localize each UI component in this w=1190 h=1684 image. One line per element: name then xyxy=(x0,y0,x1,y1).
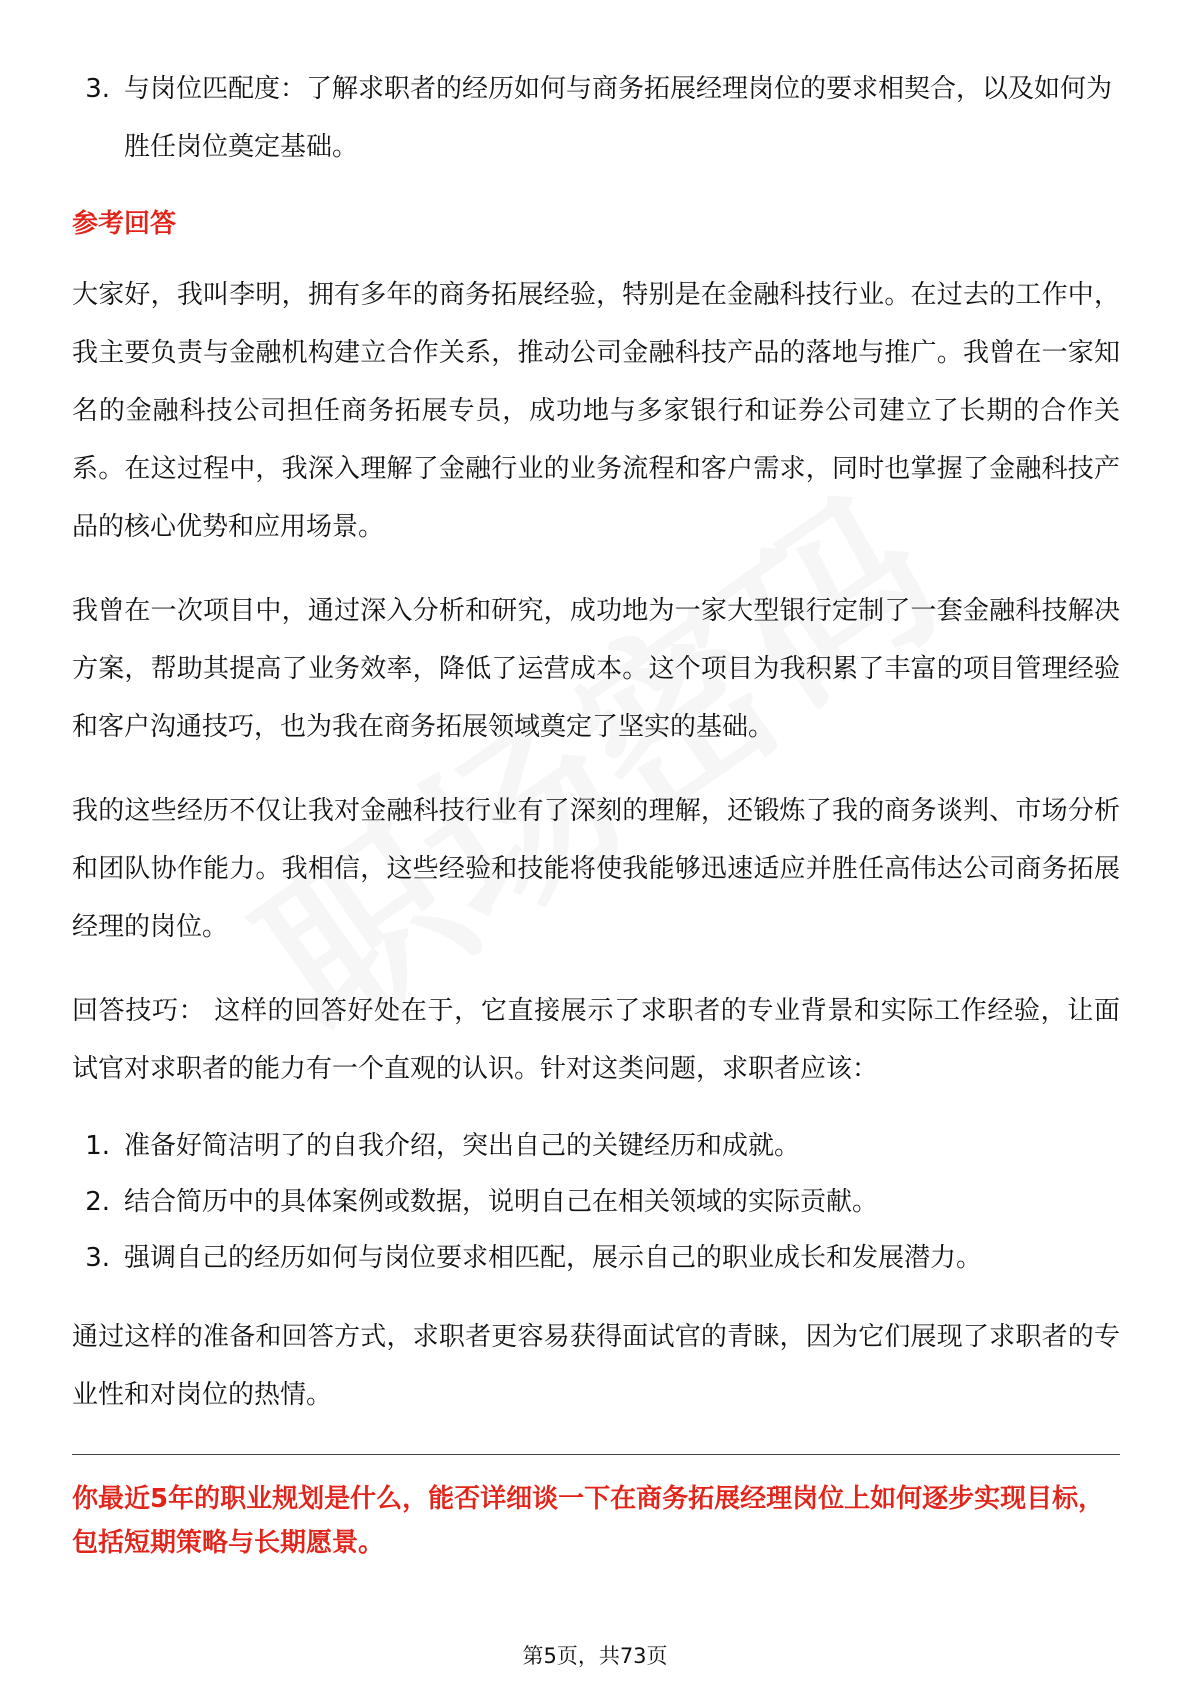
list-text: 结合简历中的具体案例或数据，说明自己在相关领域的实际贡献。 xyxy=(124,1187,879,1217)
list-number: 2. xyxy=(85,1187,110,1217)
list-item xyxy=(72,60,1120,176)
list-number: 1. xyxy=(85,1131,110,1161)
answer-paragraph: 我的这些经历不仅让我对金融科技行业有了深刻的理解，还锻炼了我的商务谈判、市场分析和团队协作能力。我相信，这些经验和技能将使我能够迅速适应并胜任高伟达公司商务拓展经理的岗位。 xyxy=(72,796,1120,942)
list-item xyxy=(72,1174,1120,1230)
list-text: 强调自己的经历如何与岗位要求相匹配，展示自己的职业成长和发展潜力。 xyxy=(124,1243,983,1273)
list-number: 3. xyxy=(85,1243,110,1273)
list-item xyxy=(72,1230,1120,1286)
divider xyxy=(72,1454,1120,1455)
section-heading: 参考回答 xyxy=(72,209,177,239)
page-footer: 第5页，共73页 xyxy=(522,1644,668,1668)
answer-paragraph: 我曾在一次项目中，通过深入分析和研究，成功地为一家大型银行定制了一套金融科技解决方案，帮助其提高了业务效率，降低了运营成本。这个项目为我积累了丰富的项目管理经验和客户沟通技巧，也为我在商务拓展领域奠定了坚实的基础。 xyxy=(72,596,1120,742)
tips-list xyxy=(72,1118,1120,1286)
list-text: 与岗位匹配度：了解求职者的经历如何与商务拓展经理岗位的要求相契合，以及如何为胜任岗位奠定基础。 xyxy=(124,74,1113,162)
next-question: 你最近5年的职业规划是什么，能否详细谈一下在商务拓展经理岗位上如何逐步实现目标，包括短期策略与长期愿景。 xyxy=(72,1484,1105,1558)
list-item xyxy=(72,1118,1120,1174)
answer-paragraph: 大家好，我叫李明，拥有多年的商务拓展经验，特别是在金融科技行业。在过去的工作中，我主要负责与金融机构建立合作关系，推动公司金融科技产品的落地与推广。我曾在一家知名的金融科技公司担任商务拓展专员，成功地与多家银行和证券公司建立了长期的合作关系。在这过程中，我深入理解了金融行业的业务流程和客户需求，同时也掌握了金融科技产品的核心优势和应用场景。 xyxy=(72,280,1120,542)
list-text: 准备好简洁明了的自我介绍，突出自己的关键经历和成就。 xyxy=(124,1131,801,1161)
document-content xyxy=(72,60,1120,1565)
list-number: 3. xyxy=(85,74,110,104)
conclusion-paragraph: 通过这样的准备和回答方式，求职者更容易获得面试官的青睐，因为它们展现了求职者的专业性和对岗位的热情。 xyxy=(72,1322,1120,1410)
tips-paragraph: 回答技巧： 这样的回答好处在于，它直接展示了求职者的专业背景和实际工作经验，让面试官对求职者的能力有一个直观的认识。针对这类问题，求职者应该： xyxy=(72,996,1120,1084)
